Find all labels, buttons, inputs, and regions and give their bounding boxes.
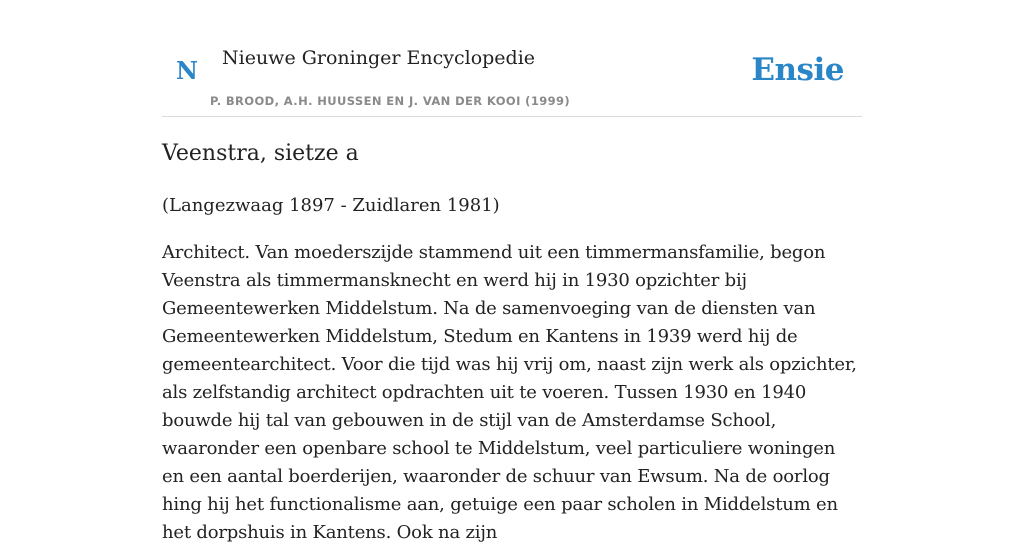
ensie-logo[interactable]: Ensie	[751, 52, 844, 88]
page-header	[162, 0, 862, 117]
book-title[interactable]: Nieuwe Groninger Encyclopedie	[222, 47, 536, 69]
entry-title: Veenstra, sietze a	[162, 141, 359, 166]
entry-life-dates: (Langezwaag 1897 - Zuidlaren 1981)	[162, 195, 500, 216]
entry-article	[162, 140, 862, 547]
book-icon[interactable]: N	[176, 56, 198, 85]
entry-body-text: Architect. Van moederszijde stammend uit een timmermansfamilie, begon Veenstra als timmermansknecht en werd hij in 1930 opzichter bij Gemeentewerken Middelstum. Na de samenvoeging van de diensten van Gemeentewerken Middelstum, Stedum en Kantens in 1939 werd hij de gemeentearchitect. Voor die tijd was hij vrij om, naast zijn werk als opzichter, als zelfstandig architect opdrachten uit te voeren. Tussen 1930 en 1940 bouwde hij tal van gebouwen in de stijl van de Amsterdamse School, waaronder een openbare school te Middelstum, veel particuliere woningen en een aantal boerderijen, waaronder de schuur van Ewsum. Na de oorlog hing hij het functionalisme aan, getuige een paar scholen in Middelstum en het dorpshuis in Kantens. Ook na zijn	[162, 242, 857, 543]
book-authors: P. BROOD, A.H. HUUSSEN EN J. VAN DER KOOI (1999)	[210, 94, 571, 108]
